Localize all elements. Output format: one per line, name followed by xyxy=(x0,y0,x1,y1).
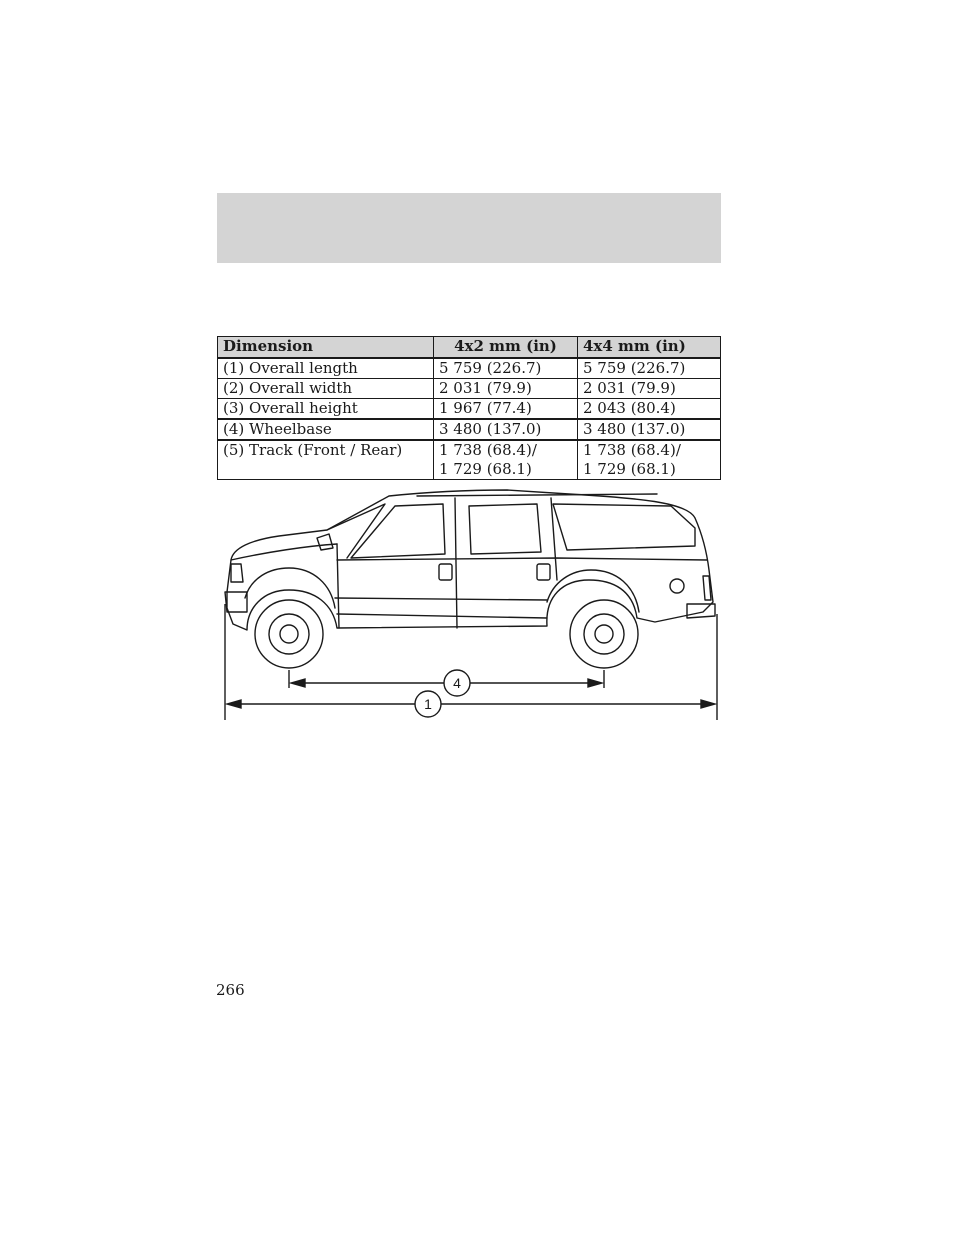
chapter-header-band xyxy=(217,193,721,263)
quarter-window xyxy=(553,504,695,550)
side-mirror xyxy=(317,534,333,550)
callout-label-length: 1 xyxy=(424,696,432,712)
cell-dimension: (4) Wheelbase xyxy=(218,419,434,440)
wheelbase-arrow-right xyxy=(588,679,602,687)
cell-4x2: 2 031 (79.9) xyxy=(434,379,578,399)
table-row xyxy=(218,358,721,379)
rear-bumper xyxy=(687,604,715,618)
header-dimension: Dimension xyxy=(218,337,434,359)
cell-4x4-rear: 1 729 (68.1) xyxy=(583,460,676,478)
front-wheel-hub xyxy=(280,625,298,643)
headlight xyxy=(231,564,243,582)
length-arrow-left xyxy=(227,700,241,708)
cell-4x2-front: 1 738 (68.4)/ xyxy=(439,441,537,459)
page-number: 266 xyxy=(216,981,245,999)
cell-4x2: 1 967 (77.4) xyxy=(434,399,578,420)
fuel-door xyxy=(670,579,684,593)
cell-4x4: 2 031 (79.9) xyxy=(578,379,721,399)
header-4x4: 4x4 mm (in) xyxy=(578,337,721,359)
table-row xyxy=(218,419,721,440)
vehicle-hood-line xyxy=(231,544,337,560)
cell-4x2 xyxy=(434,440,578,480)
header-4x2: 4x2 mm (in) xyxy=(434,337,578,359)
roof-rack xyxy=(417,494,657,496)
wheelbase-arrow-left xyxy=(291,679,305,687)
front-bumper xyxy=(225,592,247,612)
cell-4x4: 5 759 (226.7) xyxy=(578,358,721,379)
beltline xyxy=(337,558,707,560)
front-door-line xyxy=(337,544,339,628)
cell-4x4: 3 480 (137.0) xyxy=(578,419,721,440)
cell-4x2: 5 759 (226.7) xyxy=(434,358,578,379)
rear-window xyxy=(469,504,541,554)
front-window xyxy=(351,504,445,558)
rear-door-handle xyxy=(537,564,550,580)
cell-4x2: 3 480 (137.0) xyxy=(434,419,578,440)
cell-dimension: (5) Track (Front / Rear) xyxy=(218,440,434,480)
callout-label-wheelbase: 4 xyxy=(453,675,461,691)
cell-4x4-front: 1 738 (68.4)/ xyxy=(583,441,681,459)
vehicle-windshield xyxy=(327,504,385,558)
cell-dimension: (3) Overall height xyxy=(218,399,434,420)
table-row xyxy=(218,399,721,420)
cell-dimension: (1) Overall length xyxy=(218,358,434,379)
cell-dimension: (2) Overall width xyxy=(218,379,434,399)
dimensions-table xyxy=(217,336,721,480)
front-door-handle xyxy=(439,564,452,580)
rear-wheel-hub xyxy=(595,625,613,643)
b-pillar xyxy=(455,498,457,628)
cell-4x2-rear: 1 729 (68.1) xyxy=(439,460,532,478)
table-row xyxy=(218,379,721,399)
length-arrow-right xyxy=(701,700,715,708)
rocker-panel xyxy=(337,614,547,618)
cell-4x4: 2 043 (80.4) xyxy=(578,399,721,420)
cell-4x4 xyxy=(578,440,721,480)
table-header-row xyxy=(218,337,721,359)
c-pillar xyxy=(551,498,557,580)
vehicle-side-view-diagram xyxy=(217,484,721,724)
body-side-molding xyxy=(335,598,547,600)
table-row xyxy=(218,440,721,480)
taillight xyxy=(703,576,711,600)
